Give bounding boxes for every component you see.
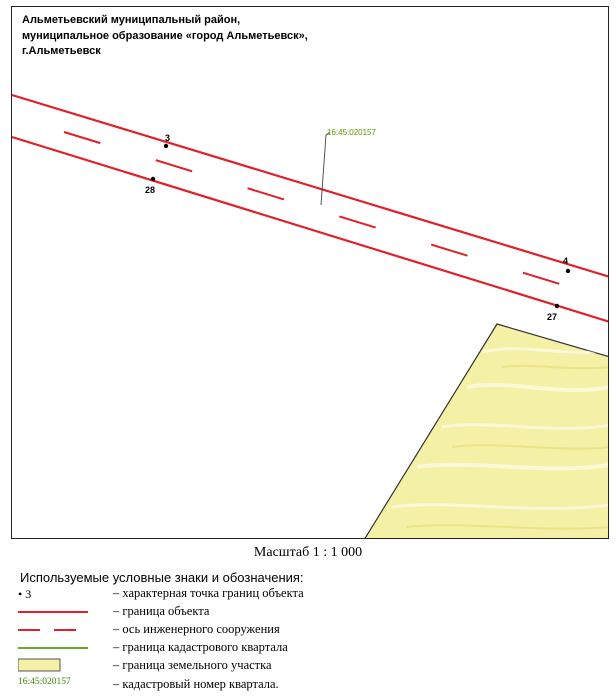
map-frame bbox=[11, 6, 609, 539]
legend-description: – граница объекта bbox=[113, 604, 210, 618]
characteristic-point-4[interactable] bbox=[566, 269, 570, 273]
point-label-4: 4 bbox=[563, 256, 569, 266]
land-parcel bbox=[364, 324, 609, 539]
cadastral-label-leader bbox=[321, 132, 330, 205]
cadastral-block-label: 16:45:020157 bbox=[327, 128, 376, 137]
point-label-28: 28 bbox=[145, 185, 156, 195]
characteristic-point-27[interactable] bbox=[555, 304, 559, 308]
header-line-3: г.Альметьевск bbox=[22, 45, 101, 57]
yellow-fill-box-icon bbox=[18, 657, 90, 674]
scale-text: Масштаб 1 : 1 000 bbox=[253, 545, 363, 560]
legend-item-cadastral-number bbox=[0, 676, 616, 693]
solid-red-line-icon bbox=[18, 603, 90, 620]
point-label-3: 3 bbox=[165, 133, 171, 143]
solid-green-line-icon bbox=[18, 639, 90, 656]
legend-item-characteristic-point bbox=[0, 585, 616, 602]
characteristic-point-3[interactable] bbox=[164, 144, 168, 148]
header-line-1: Альметьевский муниципальный район, bbox=[22, 14, 241, 26]
legend-item-engineering-axis bbox=[0, 621, 616, 638]
characteristic-point-icon bbox=[18, 585, 90, 602]
characteristic-point-28[interactable] bbox=[151, 177, 155, 181]
map-canvas bbox=[12, 7, 609, 539]
legend-description: – граница земельного участка bbox=[113, 658, 272, 672]
legend-description: – кадастровый номер квартала. bbox=[113, 677, 279, 691]
object-boundary-line bbox=[12, 137, 609, 322]
legend-symbol-text: 16:45:020157 bbox=[18, 677, 71, 687]
legend-description: – характерная точка границ объекта bbox=[113, 586, 304, 600]
legend-item-quarter-boundary bbox=[0, 639, 616, 656]
cadastral-number-icon bbox=[18, 676, 90, 693]
legend-description: – граница кадастрового квартала bbox=[113, 640, 288, 654]
engineering-axis-line bbox=[64, 132, 586, 292]
point-label-27: 27 bbox=[547, 312, 558, 322]
legend-item-land-parcel bbox=[0, 657, 616, 674]
object-boundary-line bbox=[12, 95, 609, 277]
header-line-2: муниципальное образование «город Альметьевск», bbox=[22, 30, 308, 42]
legend-description: – ось инженерного сооружения bbox=[113, 622, 280, 636]
legend-title: Используемые условные знаки и обозначения: bbox=[20, 570, 304, 585]
legend-item-object-boundary bbox=[0, 603, 616, 620]
legend-symbol-text: • 3 bbox=[18, 587, 32, 601]
dashed-red-line-icon bbox=[18, 621, 90, 638]
